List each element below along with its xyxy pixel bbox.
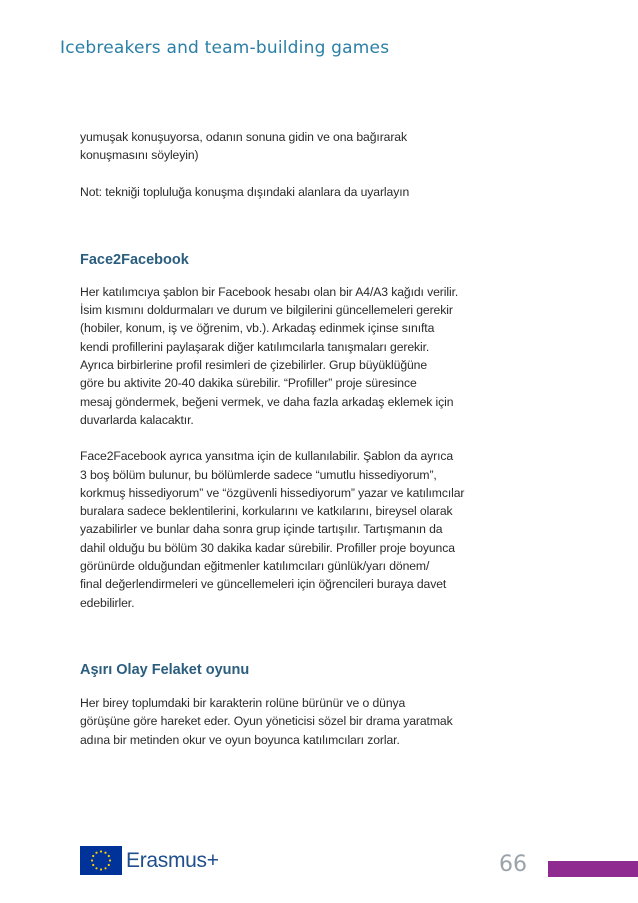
page-content (80, 128, 540, 749)
page-header-title: Icebreakers and team-building games (60, 38, 390, 58)
erasmus-logo-text: Erasmus+ (126, 848, 219, 872)
section-paragraph: Her birey toplumdaki bir karakterin rolüne bürünür ve o dünya görüşüne göre hareket eder. Oyun yöneticisi sözel bir drama yaratmak adına bir metinden okur ve oyun boyunca katılımcıları zorlar. (80, 695, 453, 747)
section-title-asiri-olay: Aşırı Olay Felaket oyunu (80, 661, 250, 678)
section-paragraph: Face2Facebook ayrıca yansıtma için de kullanılabilir. Şablon da ayrıca 3 boş bölüm bulunur, bu bölümlerde sadece “umutlu hissediyorum”, korkmuş hissediyorum” ve “özgüvenli hissediyorum” yazar ve katılımcılar buralara sadece beklentilerini, korkularını ve katkılarını, bireysel olarak yazabilirler ve bunlar daha sonra grup içinde tartışılır. Tartışmanın da dahil olduğu bu bölüm 30 dakika kadar sürebilir. Profiller proje boyunca görünürde olduğundan eğitmenler katılımcıları günlük/yarı dönem/ final değerlendirmeleri ve güncellemeleri için öğrencileri buraya davet edebilirler. (80, 449, 465, 610)
page-number: 66 (499, 852, 527, 877)
section-paragraph: Her katılımcıya şablon bir Facebook hesabı olan bir A4/A3 kağıdı verilir. İsim kısmını doldurmaları ve durum ve bilgilerini güncellemeleri gerekir (hobiler, konum, iş ve öğrenim, vb.). Arkadaş edinmek içinse sınıfta kendi profillerini paylaşarak diğer katılımcılarla tanışmaları gerekir. Ayrıca birbirlerine profil resimleri de çizebilirler. Grup büyüklüğüne göre bu aktivite 20-40 dakika sürebilir. “Profiller” proje süresince mesaj göndermek, beğeni vermek, ve daha fazla arkadaş eklemek için duvarlarda kalacaktır. (80, 284, 459, 427)
note-paragraph: Not: tekniği topluluğa konuşma dışındaki alanlara da uyarlayın (80, 184, 410, 199)
erasmus-logo (80, 846, 219, 875)
eu-flag-icon (80, 846, 122, 875)
footer-accent-bar (548, 861, 638, 877)
section-title-face2facebook: Face2Facebook (80, 251, 189, 268)
continued-paragraph: yumuşak konuşuyorsa, odanın sonuna gidin ve ona bağırarak konuşmasını söyleyin) (80, 130, 407, 163)
